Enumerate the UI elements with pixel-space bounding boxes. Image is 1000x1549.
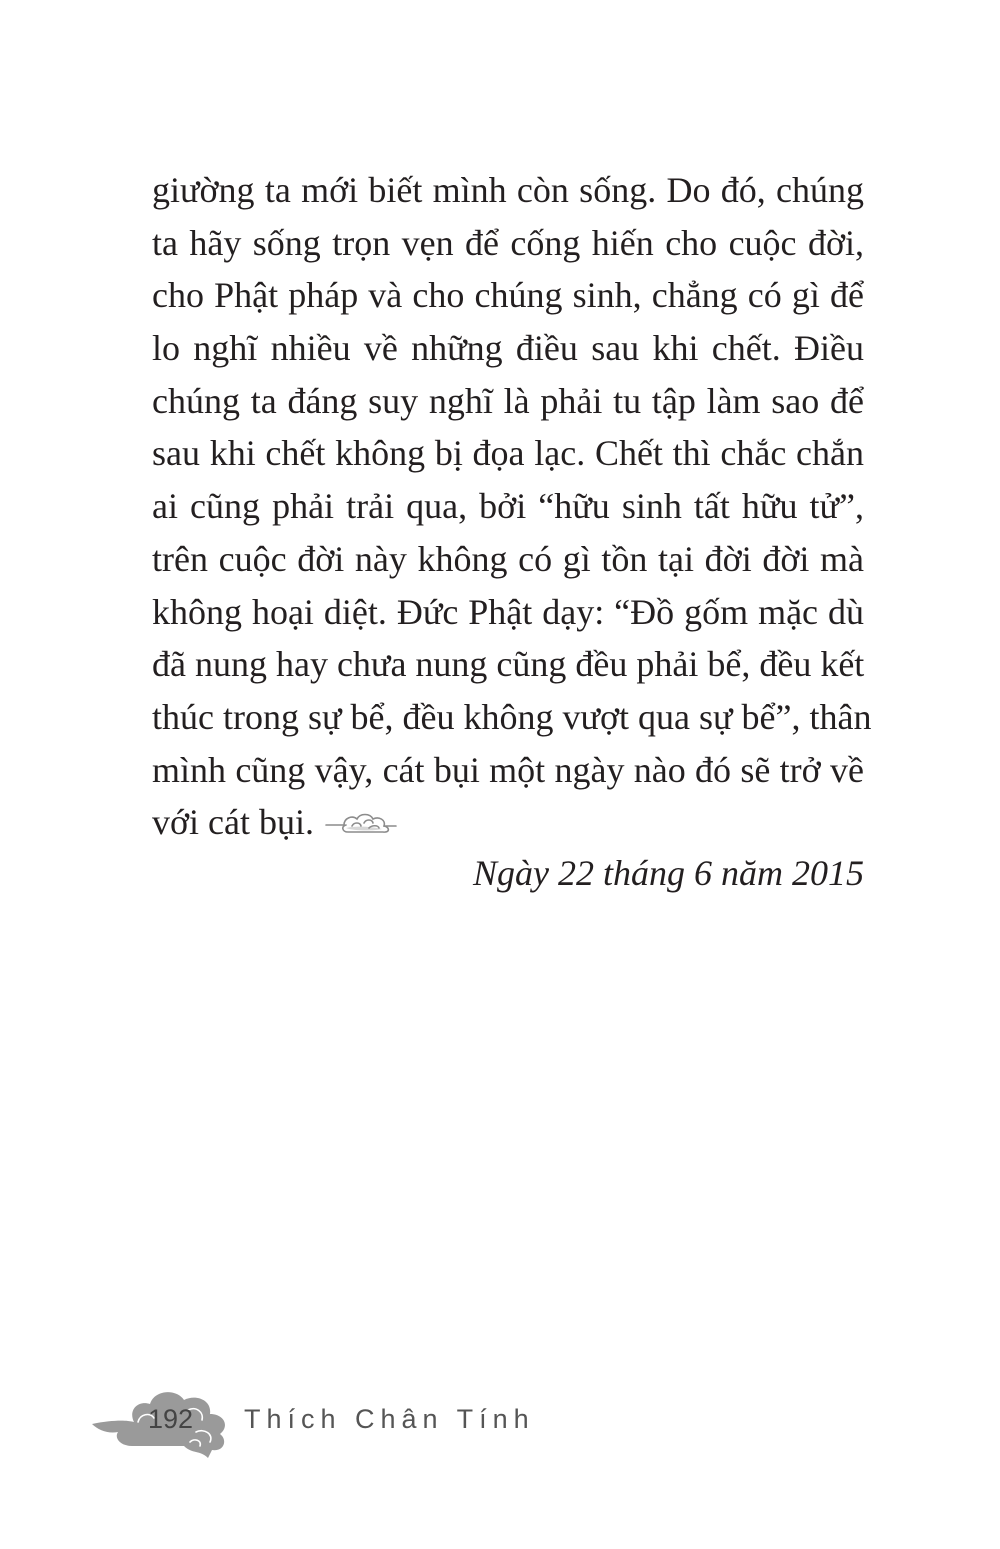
page-number: 192 [148,1404,194,1434]
text-line: đã nung hay chưa nung cũng đều phải bể, đều kết [152,644,865,685]
text-line: cho Phật pháp và cho chúng sinh, chẳng có gì để [152,275,864,316]
text-line-last-content: với cát bụi. [152,802,314,843]
text-line: chúng ta đáng suy nghĩ là phải tu tập làm sao để [152,380,864,421]
text-line: ai cũng phải trải qua, bởi “hữu sinh tất hữu tử”, [152,486,864,527]
text-line: lo nghĩ nhiều về những điều sau khi chết. Điều [152,328,864,369]
page-footer [92,1380,535,1460]
running-footer-author: Thích Chân Tính [244,1404,535,1434]
text-line: trên cuộc đời này không có gì tồn tại đời đời mà [152,538,864,579]
text-line: thúc trong sự bể, đều không vượt qua sự bể”, thân [152,696,872,737]
date-line: Ngày 22 tháng 6 năm 2015 [473,853,864,893]
text-line: không hoại diệt. Đức Phật dạy: “Đồ gốm mặc dù [152,591,864,632]
text-line: mình cũng vậy, cát bụi một ngày nào đó sẽ trở về [152,749,864,790]
text-line: sau khi chết không bị đọa lạc. Chết thì chắc chắn [152,433,864,474]
text-line: giường ta mới biết mình còn sống. Do đó, chúng [152,170,864,210]
body-text [152,164,872,849]
text-line: ta hãy sống trọn vẹn để cống hiến cho cuộc đời, [152,222,864,263]
cloud-ornament-icon [324,809,400,835]
text-line-last [152,796,864,849]
